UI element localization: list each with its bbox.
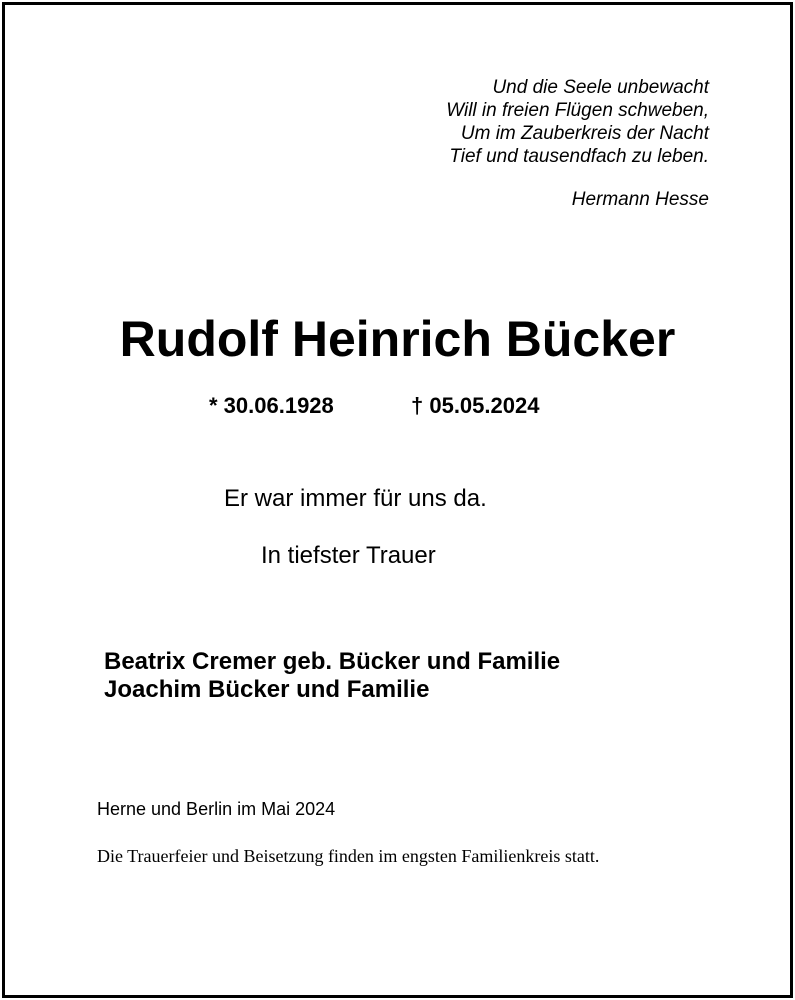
mourning-text: In tiefster Trauer bbox=[261, 542, 436, 569]
deceased-name: Rudolf Heinrich Bücker bbox=[119, 311, 676, 367]
poem-line: Um im Zauberkreis der Nacht bbox=[460, 123, 709, 144]
birth-date: * 30.06.1928 bbox=[209, 393, 334, 418]
poem-line: Tief und tausendfach zu leben. bbox=[449, 146, 709, 167]
family-member: Beatrix Cremer geb. Bücker und Familie bbox=[104, 648, 561, 675]
motto: Er war immer für uns da. bbox=[224, 485, 487, 512]
funeral-notice: Die Trauerfeier und Beisetzung finden im engsten Familienkreis statt. bbox=[97, 846, 600, 866]
family-member: Joachim Bücker und Familie bbox=[104, 676, 430, 703]
place-date: Herne und Berlin im Mai 2024 bbox=[97, 799, 336, 819]
poem-author: Hermann Hesse bbox=[571, 189, 709, 210]
family-list bbox=[104, 648, 560, 704]
poem-line: Und die Seele unbewacht bbox=[492, 77, 709, 98]
death-date: † 05.05.2024 bbox=[411, 393, 540, 418]
poem-line: Will in freien Flügen schweben, bbox=[446, 100, 709, 121]
poem bbox=[446, 76, 709, 168]
